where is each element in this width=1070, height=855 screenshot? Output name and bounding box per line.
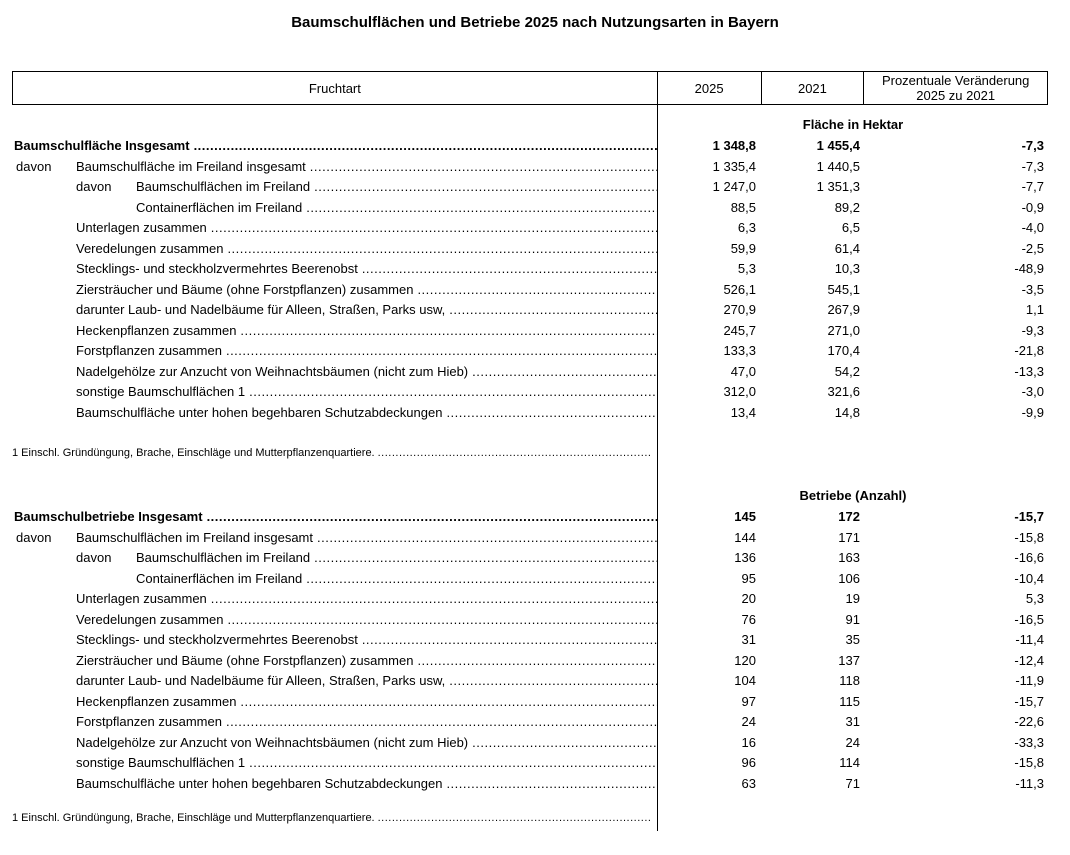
cell-2025: 270,9 xyxy=(723,302,756,317)
row-label-area xyxy=(12,300,658,321)
dot-leader xyxy=(417,280,658,301)
cell-2025: 20 xyxy=(741,591,756,606)
cell-pct-change: -7,3 xyxy=(1021,158,1044,174)
table-row xyxy=(12,671,1048,692)
table-row xyxy=(12,382,1048,403)
row-label: Baumschulflächen im Freiland xyxy=(136,179,311,194)
cell-2025: 136 xyxy=(734,550,756,565)
cell-pct-change: -11,9 xyxy=(1015,673,1044,688)
cell-2025: 16 xyxy=(741,734,756,750)
table-row xyxy=(12,218,1048,239)
table-row xyxy=(12,610,1048,631)
dot-leader xyxy=(310,157,658,178)
row-label-area xyxy=(12,753,658,774)
dot-leader xyxy=(314,177,658,198)
footnote-text: 1 Einschl. Gründüngung, Brache, Einschläge und Mutterpflanzenquartiere. xyxy=(12,812,375,824)
dot-leader xyxy=(472,733,658,754)
row-label: Baumschulflächen im Freiland insgesamt xyxy=(76,529,313,545)
table-row xyxy=(12,589,1048,610)
row-label-area xyxy=(12,157,658,178)
cell-pct-change: -15,8 xyxy=(1014,529,1044,545)
cell-2021: 35 xyxy=(845,632,860,647)
table-row xyxy=(12,630,1048,651)
cell-2021: 54,2 xyxy=(834,363,860,379)
column-header-2025: 2025 xyxy=(658,72,762,104)
row-label-area xyxy=(12,630,658,651)
row-prefix: davon xyxy=(76,179,112,194)
cell-2021: 14,8 xyxy=(834,404,860,420)
table-row xyxy=(12,651,1048,672)
cell-pct-change: -2,5 xyxy=(1021,240,1044,256)
cell-2025: 120 xyxy=(734,652,756,668)
cell-2025: 88,5 xyxy=(730,199,756,215)
cell-2021: 91 xyxy=(845,611,860,627)
row-label-area xyxy=(12,280,658,301)
cell-2021: 267,9 xyxy=(827,302,860,317)
cell-2021: 24 xyxy=(845,734,860,750)
cell-2025: 1 247,0 xyxy=(712,179,756,194)
dot-leader xyxy=(194,136,658,157)
table-row xyxy=(12,280,1048,301)
table-row xyxy=(12,198,1048,219)
row-label-area xyxy=(12,198,658,219)
cell-2025: 47,0 xyxy=(730,363,756,379)
row-label-area xyxy=(12,362,658,383)
row-label-area xyxy=(12,733,658,754)
cell-2025: 76 xyxy=(741,611,756,627)
dot-leader xyxy=(317,528,658,549)
row-label: sonstige Baumschulflächen 1 xyxy=(76,384,246,399)
dot-leader xyxy=(249,753,658,774)
row-label: Nadelgehölze zur Anzucht von Weihnachtsbäumen (nicht zum Hieb) xyxy=(76,363,469,379)
unit-header-row xyxy=(12,485,1048,507)
cell-2025: 1 335,4 xyxy=(712,158,756,174)
cell-2025: 1 348,8 xyxy=(712,138,756,153)
table-row xyxy=(12,157,1048,178)
cell-pct-change: -4,0 xyxy=(1021,220,1044,235)
row-label-area xyxy=(12,774,658,795)
cell-2025: 133,3 xyxy=(723,343,756,358)
cell-2021: 137 xyxy=(838,652,860,668)
table-row xyxy=(12,507,1048,528)
cell-2021: 321,6 xyxy=(827,384,860,399)
dot-leader xyxy=(240,692,658,713)
cell-pct-change: 1,1 xyxy=(1025,302,1044,317)
row-label: sonstige Baumschulflächen 1 xyxy=(76,755,246,770)
cell-2021: 118 xyxy=(839,673,860,688)
row-label: Forstpflanzen zusammen xyxy=(76,343,222,358)
cell-pct-change: -22,6 xyxy=(1014,714,1044,729)
row-label-area xyxy=(12,177,658,198)
row-label-area xyxy=(12,569,658,590)
cell-2025: 245,7 xyxy=(723,322,756,338)
cell-2021: 114 xyxy=(839,755,860,770)
table-row xyxy=(12,692,1048,713)
cell-2025: 31 xyxy=(741,632,756,647)
footnote-betriebe xyxy=(12,811,652,825)
cell-2021: 31 xyxy=(845,714,860,729)
cell-2025: 144 xyxy=(734,529,756,545)
cell-pct-change: -10,4 xyxy=(1014,570,1044,586)
cell-pct-change: -21,8 xyxy=(1014,343,1044,358)
row-label: Veredelungen zusammen xyxy=(76,611,224,627)
cell-2025: 312,0 xyxy=(723,384,756,399)
table-row xyxy=(12,362,1048,383)
dot-leader xyxy=(378,446,652,460)
cell-2021: 71 xyxy=(845,775,860,791)
row-label: darunter Laub- und Nadelbäume für Alleen, Straßen, Parks usw, xyxy=(76,302,446,317)
row-label-area xyxy=(12,610,658,631)
footnote-flaeche xyxy=(12,446,652,460)
cell-pct-change: -7,7 xyxy=(1021,179,1044,194)
row-label: Containerflächen im Freiland xyxy=(136,570,303,586)
cell-2025: 96 xyxy=(741,755,756,770)
cell-2021: 19 xyxy=(845,591,860,606)
cell-2025: 63 xyxy=(741,775,756,791)
row-label: Containerflächen im Freiland xyxy=(136,199,303,215)
dot-leader xyxy=(378,811,652,825)
cell-2025: 13,4 xyxy=(730,404,756,420)
table-row xyxy=(12,569,1048,590)
row-label: Nadelgehölze zur Anzucht von Weihnachtsbäumen (nicht zum Hieb) xyxy=(76,734,469,750)
row-label: Baumschulfläche im Freiland insgesamt xyxy=(76,158,306,174)
cell-2021: 106 xyxy=(838,570,860,586)
row-label: Forstpflanzen zusammen xyxy=(76,714,222,729)
row-label-area xyxy=(12,528,658,549)
dot-leader xyxy=(472,362,658,383)
cell-pct-change: -12,4 xyxy=(1014,652,1044,668)
row-label-area xyxy=(12,403,658,424)
row-label-area xyxy=(12,382,658,403)
dot-leader xyxy=(226,712,658,733)
cell-pct-change: -33,3 xyxy=(1014,734,1044,750)
cell-pct-change: -15,7 xyxy=(1014,509,1044,524)
footnote-text: 1 Einschl. Gründüngung, Brache, Einschläge und Mutterpflanzenquartiere. xyxy=(12,447,375,459)
section-betriebe xyxy=(12,485,1048,794)
row-label-area xyxy=(12,712,658,733)
cell-pct-change: -9,3 xyxy=(1021,322,1044,338)
column-header-pct-change: Prozentuale Veränderung 2025 zu 2021 xyxy=(881,73,1030,103)
row-label-area xyxy=(12,589,658,610)
table-row xyxy=(12,239,1048,260)
row-label: darunter Laub- und Nadelbäume für Alleen, Straßen, Parks usw, xyxy=(76,673,446,688)
row-label-area xyxy=(12,239,658,260)
cell-2025: 97 xyxy=(741,693,756,709)
cell-pct-change: -48,9 xyxy=(1014,261,1044,276)
row-label-area xyxy=(12,507,658,528)
unit-header-row xyxy=(12,114,1048,136)
table-row xyxy=(12,259,1048,280)
table-row xyxy=(12,341,1048,362)
row-label: Stecklings- und steckholzvermehrtes Beerenobst xyxy=(76,632,358,647)
row-label-area xyxy=(12,692,658,713)
column-header-fruchtart: Fruchtart xyxy=(13,72,658,104)
dot-leader xyxy=(211,218,658,239)
row-label: Baumschulfläche unter hohen begehbaren Schutzabdeckungen xyxy=(76,775,443,791)
dot-leader xyxy=(449,671,658,692)
cell-2021: 61,4 xyxy=(834,240,860,256)
unit-header-betriebe: Betriebe (Anzahl) xyxy=(799,488,907,503)
table-header-row xyxy=(12,71,1048,105)
cell-2021: 163 xyxy=(838,550,860,565)
row-prefix: davon xyxy=(76,550,112,565)
cell-2021: 170,4 xyxy=(827,343,860,358)
section-rows xyxy=(12,136,1048,423)
cell-2025: 526,1 xyxy=(723,281,756,297)
dot-leader xyxy=(314,548,658,569)
cell-2025: 59,9 xyxy=(730,240,756,256)
row-label: Ziersträucher und Bäume (ohne Forstpflanzen) zusammen xyxy=(76,281,414,297)
cell-pct-change: -13,3 xyxy=(1014,363,1044,379)
row-prefix: davon xyxy=(16,529,52,545)
dot-leader xyxy=(306,198,658,219)
section-rows xyxy=(12,507,1048,794)
dot-leader xyxy=(446,403,658,424)
dot-leader xyxy=(362,630,658,651)
row-label-area xyxy=(12,548,658,569)
row-label-area xyxy=(12,259,658,280)
dot-leader xyxy=(227,610,658,631)
cell-2021: 6,5 xyxy=(841,220,860,235)
cell-pct-change: -3,0 xyxy=(1021,384,1044,399)
dot-leader xyxy=(446,774,658,795)
unit-header-flaeche: Fläche in Hektar xyxy=(802,117,904,132)
table-row xyxy=(12,177,1048,198)
dot-leader xyxy=(306,569,658,590)
section-flaeche xyxy=(12,114,1048,423)
column-header-2021: 2021 xyxy=(762,72,865,104)
row-label: Stecklings- und steckholzvermehrtes Beerenobst xyxy=(76,261,358,276)
cell-pct-change: -16,5 xyxy=(1014,611,1044,627)
dot-leader xyxy=(362,259,658,280)
dot-leader xyxy=(249,382,658,403)
table-row xyxy=(12,300,1048,321)
table-row xyxy=(12,528,1048,549)
table-row xyxy=(12,136,1048,157)
cell-2021: 271,0 xyxy=(827,322,860,338)
cell-pct-change: 5,3 xyxy=(1025,591,1044,606)
row-label-area xyxy=(12,321,658,342)
table-row xyxy=(12,712,1048,733)
cell-2021: 171 xyxy=(838,529,860,545)
cell-2025: 5,3 xyxy=(737,261,756,276)
cell-2025: 24 xyxy=(741,714,756,729)
cell-2025: 145 xyxy=(734,509,756,524)
cell-2021: 89,2 xyxy=(834,199,860,215)
cell-2025: 95 xyxy=(741,570,756,586)
table-row xyxy=(12,733,1048,754)
row-label: Veredelungen zusammen xyxy=(76,240,224,256)
row-label: Heckenpflanzen zusammen xyxy=(76,322,237,338)
row-label: Baumschulbetriebe Insgesamt xyxy=(14,509,203,524)
cell-pct-change: -15,8 xyxy=(1014,755,1044,770)
table-row xyxy=(12,753,1048,774)
table-row xyxy=(12,774,1048,795)
table-row xyxy=(12,321,1048,342)
cell-2021: 172 xyxy=(838,509,860,524)
cell-pct-change: -3,5 xyxy=(1021,281,1044,297)
cell-pct-change: -15,7 xyxy=(1014,693,1044,709)
dot-leader xyxy=(227,239,658,260)
cell-2021: 10,3 xyxy=(834,261,860,276)
row-label: Unterlagen zusammen xyxy=(76,220,207,235)
row-label-area xyxy=(12,341,658,362)
row-label: Baumschulfläche unter hohen begehbaren Schutzabdeckungen xyxy=(76,404,443,420)
row-prefix: davon xyxy=(16,158,52,174)
cell-2021: 545,1 xyxy=(827,281,860,297)
row-label: Baumschulflächen im Freiland xyxy=(136,550,311,565)
row-label-area xyxy=(12,671,658,692)
table-row xyxy=(12,548,1048,569)
row-label-area xyxy=(12,651,658,672)
table-row xyxy=(12,403,1048,424)
cell-2021: 1 440,5 xyxy=(816,158,860,174)
dot-leader xyxy=(417,651,658,672)
cell-pct-change: -7,3 xyxy=(1021,138,1044,153)
cell-pct-change: -16,6 xyxy=(1014,550,1044,565)
cell-2025: 104 xyxy=(734,673,756,688)
cell-2025: 6,3 xyxy=(737,220,756,235)
cell-pct-change: -11,4 xyxy=(1015,632,1044,647)
cell-pct-change: -0,9 xyxy=(1021,199,1044,215)
cell-2021: 1 455,4 xyxy=(816,138,860,153)
row-label-area xyxy=(12,136,658,157)
row-label: Unterlagen zusammen xyxy=(76,591,207,606)
cell-pct-change: -9,9 xyxy=(1021,404,1044,420)
row-label: Ziersträucher und Bäume (ohne Forstpflanzen) zusammen xyxy=(76,652,414,668)
row-label: Baumschulfläche Insgesamt xyxy=(14,138,190,153)
cell-2021: 115 xyxy=(839,693,860,709)
dot-leader xyxy=(449,300,658,321)
dot-leader xyxy=(207,507,658,528)
row-label: Heckenpflanzen zusammen xyxy=(76,693,237,709)
dot-leader xyxy=(240,321,658,342)
cell-2021: 1 351,3 xyxy=(816,179,860,194)
row-label-area xyxy=(12,218,658,239)
dot-leader xyxy=(211,589,658,610)
cell-pct-change: -11,3 xyxy=(1015,775,1044,791)
dot-leader xyxy=(226,341,658,362)
document-title: Baumschulflächen und Betriebe 2025 nach Nutzungsarten in Bayern xyxy=(291,14,779,31)
